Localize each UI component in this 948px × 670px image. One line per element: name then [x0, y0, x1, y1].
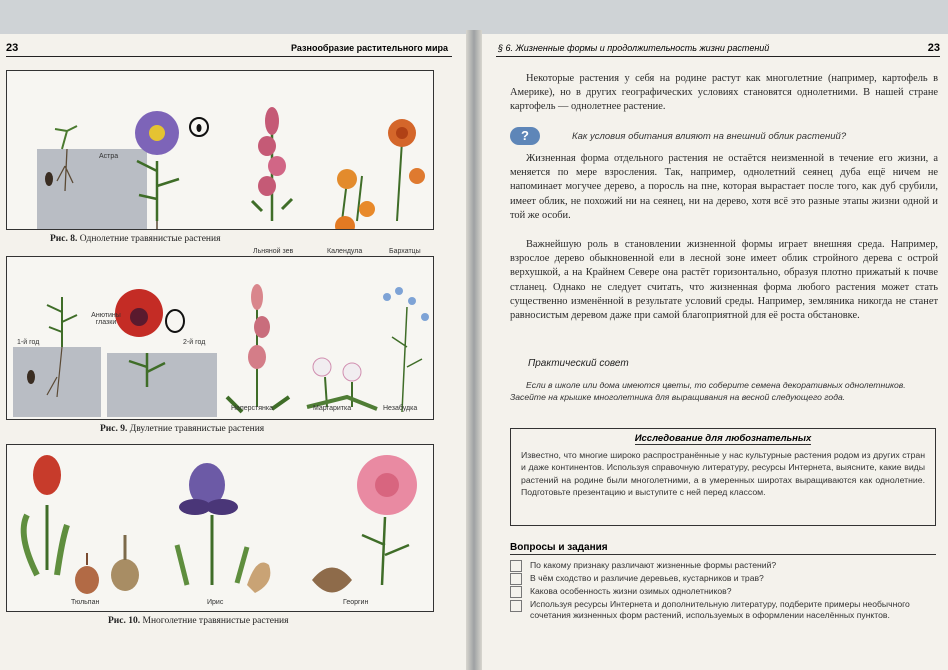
question-prompt: Как условия обитания влияют на внешний облик растений?	[572, 131, 847, 142]
qa-item-1: По какому признаку различают жизненные формы растений?	[530, 560, 777, 570]
figure-10-text: Многолетние травянистые растения	[142, 616, 289, 626]
questions-title: Вопросы и задания	[510, 542, 936, 555]
figure-8-text: Однолетние травянистые растения	[79, 234, 221, 244]
left-page	[0, 34, 466, 670]
left-header	[6, 42, 452, 57]
label-first-year: 1-й год	[17, 339, 40, 346]
qa-item-4: Используя ресурсы Интернета и дополнительную литературу, подберите примеры необычного сочетания жизненных форм растений, используемых в оформлении населённых пунктов.	[530, 599, 910, 620]
figure-9-illustration	[7, 257, 433, 419]
advice-text: Если в школе или дома имеются цветы, то соберите семена декоративных однолетников. Засейте на крышке многолетника для выращивания на весной следующего года.	[510, 380, 906, 402]
qa-item-2: В чём сходство и различие деревьев, кустарников и трав?	[530, 573, 764, 583]
figure-10-caption	[108, 616, 289, 626]
left-page-number: 23	[6, 42, 19, 54]
right-page-number: 23	[927, 42, 940, 54]
qa-marker-4	[510, 600, 522, 612]
figure-8-caption	[50, 234, 220, 244]
figure-9-text: Двулетние травянистые растения	[129, 424, 265, 434]
label-pansy: Анютины глазки	[91, 312, 121, 326]
figure-8-number: Рис. 8.	[50, 234, 78, 244]
right-running-title: § 6. Жизненные формы и продолжительность жизни растений	[498, 43, 770, 53]
label-second-year: 2-й год	[183, 339, 206, 346]
paragraph-1: Некоторые растения у себя на родине растут как многолетние (например, картофель в Америке), но в других географических условиях становятся однолетними. В нашей стране картофель — однолетнее растение.	[510, 73, 938, 113]
label-daisy: Маргаритка	[313, 405, 352, 412]
qa-item-3: Какова особенность жизни озимых однолетников?	[530, 586, 732, 596]
figure-9	[6, 256, 434, 420]
advice-title: Практический совет	[528, 358, 629, 369]
paragraph-2: Жизненная форма отдельного растения не остаётся неизменной в течение его жизни, а меняется по мере взросления. Так, например, однолетний сеянец дуба ещё ничем не напоминает могучее дерево, а поросль на пне, которая вырастает после того, как дуб срубили, имеет облик, не похожий ни на сеянец, ни на дерево, хотя всё это разные этапы жизни одной и той же особи.	[510, 153, 938, 221]
right-page	[482, 34, 948, 670]
research-title	[511, 433, 935, 444]
label-iris: Ирис	[207, 599, 224, 606]
left-running-title: Разнообразие растительного мира	[291, 43, 448, 53]
figure-8-illustration	[7, 71, 433, 229]
label-astra: Астра	[99, 153, 119, 160]
figure-9-number: Рис. 9.	[100, 424, 128, 434]
research-title-text: Исследование для любознательных	[634, 433, 812, 444]
figure-9-caption	[100, 424, 264, 434]
paragraph-3: Важнейшую роль в становлении жизненной формы играет внешняя среда. Например, взрослое дерево обыкновенной ели в лесной зоне имеет облик стройного дерева с острой верхушкой, а на Крайнем Севере она растёт горизонтально, образуя плотно прижатый к почве стланец. Однако не следует считать, что жизненная форма любого растения может стать существенно изменённой в результате условий среды. Например, земляника никогда не станет равносистым деревом даже при самой благоприятной для её роста обстановке.	[510, 239, 938, 322]
right-header	[496, 42, 940, 57]
label-marigold: Бархатцы	[389, 248, 421, 255]
question-icon: ?	[510, 127, 540, 145]
book-gutter	[466, 30, 482, 670]
figure-10-illustration	[7, 445, 433, 611]
qa-marker-3	[510, 586, 522, 598]
figure-10-number: Рис. 10.	[108, 616, 141, 626]
label-snapdragon: Льняной зев	[253, 248, 294, 255]
figure-10	[6, 444, 434, 612]
research-text: Известно, что многие широко распространённые у нас культурные растения родом из других стран и даже континентов. Используя справочную литературу, ресурсы Интернета, выясните, какие виды растений на родине были многолетними, а в умеренных широтах выращиваются как однолетние. Подготовьте презентацию и выступите с ней перед классом.	[521, 450, 925, 498]
label-forget-me-not: Незабудка	[383, 405, 418, 412]
label-calendula: Календула	[327, 248, 363, 255]
label-dahlia: Георгин	[343, 599, 369, 606]
research-box	[510, 428, 936, 526]
label-tulip: Тюльпан	[71, 599, 100, 606]
label-foxglove: Наперстянка	[231, 405, 273, 412]
qa-marker-1	[510, 560, 522, 572]
qa-marker-2	[510, 573, 522, 585]
